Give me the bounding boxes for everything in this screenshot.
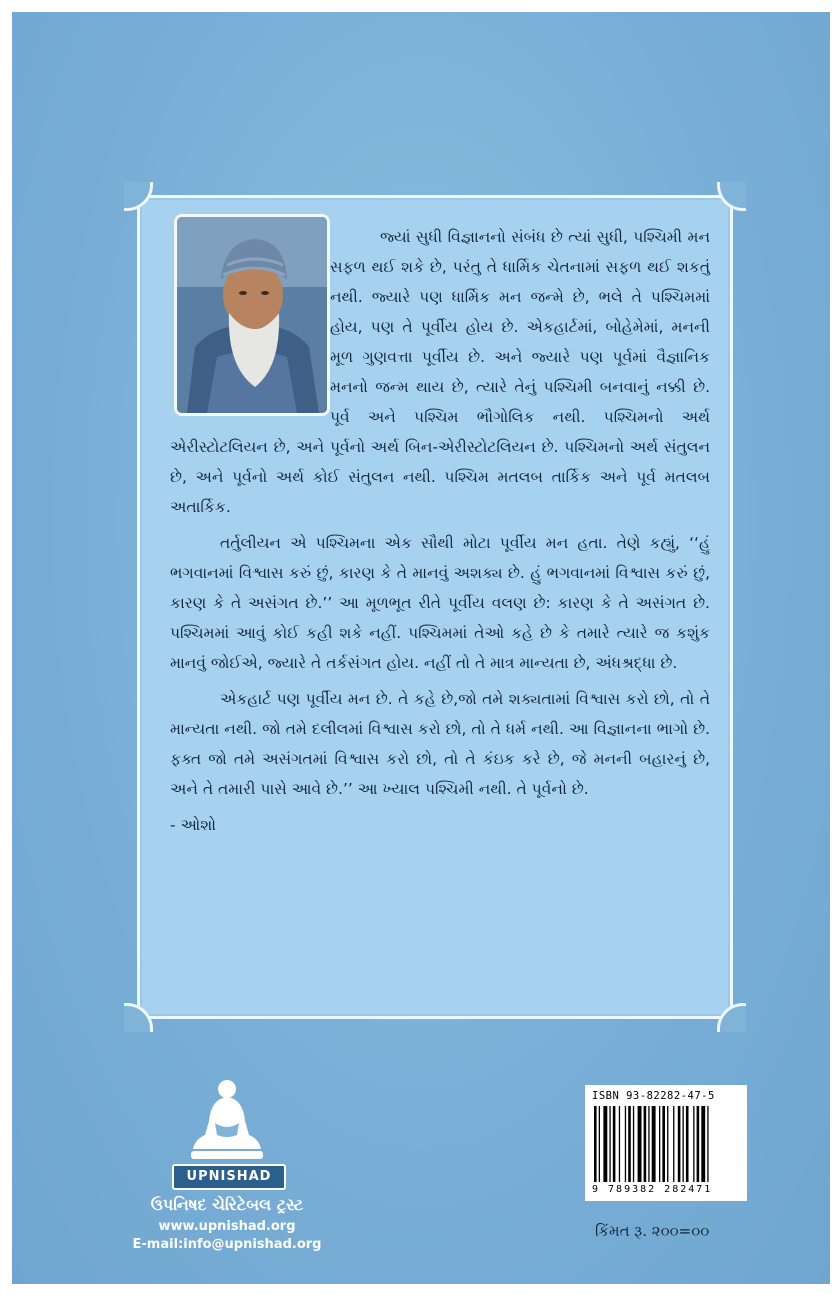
publisher-email[interactable]: E-mail:info@upnishad.org [132,1237,322,1252]
book-back-cover [12,12,830,1284]
meditating-figure-logo-icon [187,1077,267,1165]
publisher-name: ઉપનિષદ ચેરિટેબલ ટ્રસ્ટ [150,1195,304,1214]
quote-paragraph-1: જ્યાં સુધી વિજ્ઞાનનો સંબંધ છે ત્યાં સુધી, પશ્ચિમી મન સફળ થઈ શકે છે, પરંતુ તે ધાર્મિક ચેતનામાં સફળ થઈ શકતું નથી. જ્યારે પણ ધાર્મિક મન જન્મે છે, ભલે તે પશ્ચિમમાં હોય, પણ તે પૂર્વીય હોય છે. એકહાર્ટમાં, બોહેમેમાં, મનની મૂળ ગુણવત્તા પૂર્વીય છે. અને જ્યારે પણ પૂર્વમાં વૈજ્ઞાનિક મનનો જન્મ થાય છે, ત્યારે તેનું પશ્ચિમી બનવાનું નક્કી છે. પૂર્વ અને પશ્ચિમ ભૌગોલિક નથી. પશ્ચિમનો અર્થ એરીસ્ટોટલિયન છે, અને પૂર્વનો અર્થ બિન-એરીસ્ટોટલિયન છે. પશ્ચિમનો અર્થ સંતુલન છે, અને પૂર્વનો અર્થ કોઈ સંતુલન નથી. પશ્ચિમ મતલબ તાર્કિક અને પૂર્વ મતલબ અતાર્કિક. [170,228,710,516]
frame-corner-ornament [717,1003,746,1032]
publisher-badge: UPNISHAD [172,1164,286,1190]
quote-paragraph-2: તર્તુલીયન એ પશ્ચિમના એક સૌથી મોટા પૂર્વીય મન હતા. તેણે કહ્યું, ‘‘હું ભગવાનમાં વિશ્વાસ કરું છું, કારણ કે તે માનવું અશક્ય છે. હું ભગવાનમાં વિશ્વાસ કરું છું, કારણ કે તે અસંગત છે.’’ આ મૂળભૂત રીતે પૂર્વીય વલણ છે: કારણ કે તે અસંગત છે. પશ્ચિમમાં આવું કોઈ કહી શકે નહીં. પશ્ચિમમાં તેઓ કહે છે કે તમારે ત્યારે જ કશુંક માનવું જોઈએ, જ્યારે તે તર્કસંગત હોય. નહીં તો તે માત્ર માન્યતા છે, અંધશ્રદ્ધા છે. [170,534,710,672]
isbn-barcode [585,1085,747,1201]
barcode-bars [592,1106,740,1182]
isbn-text: ISBN 93-82282-47-5 [592,1090,715,1102]
publisher-website[interactable]: www.upnishad.org [158,1219,296,1234]
frame-corner-ornament [124,1003,153,1032]
barcode-digits: 9 789382 282471 [592,1184,713,1195]
quote-signature: - ઓશો [170,816,217,834]
frame-corner-ornament [124,182,153,211]
quote-text [170,222,710,846]
portrait-spacer [170,222,330,422]
quote-frame [137,195,733,1019]
frame-corner-ornament [717,182,746,211]
quote-paragraph-3: એકહાર્ટ પણ પૂર્વીય મન છે. તે કહે છે,જો તમે શક્યતામાં વિશ્વાસ કરો છો, તો તે માન્યતા નથી. જો તમે દલીલમાં વિશ્વાસ કરો છો, તો તે ધર્મ નથી. આ વિજ્ઞાનના ભાગો છે. ફક્ત જો તમે અસંગતમાં વિશ્વાસ કરો છો, તો તે કંઇક કરે છે, જે મનની બહારનું છે, અને તે તમારી પાસે આવે છે.’’ આ ખ્યાલ પશ્ચિમી નથી. તે પૂર્વનો છે. [170,690,710,798]
publisher-block [107,1077,347,1267]
price-label: કિંમત રૂ. ૨૦૦=૦૦ [595,1222,710,1240]
